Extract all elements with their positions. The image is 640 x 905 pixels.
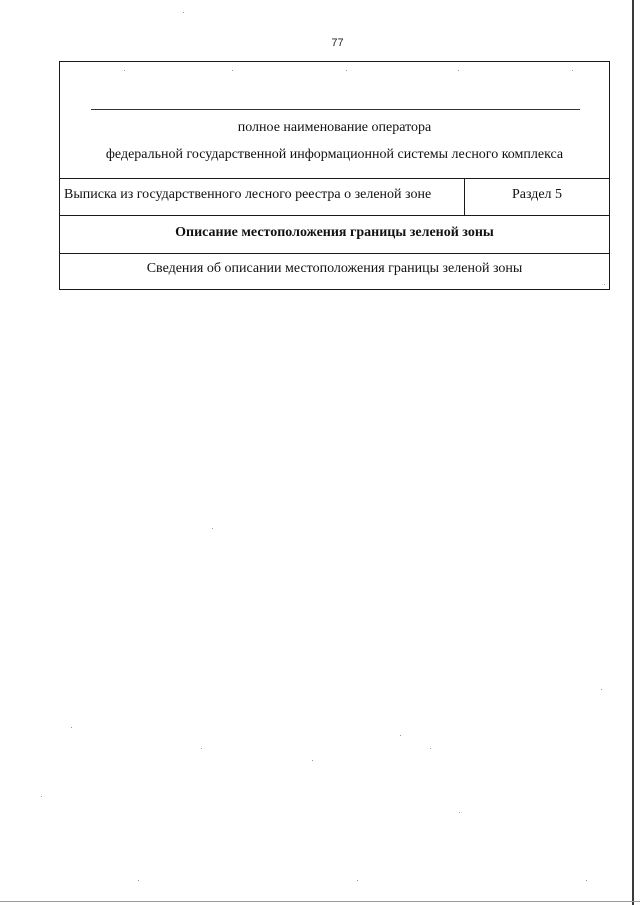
- scan-speck: [124, 70, 125, 71]
- scan-speck: [212, 528, 213, 529]
- scan-speck: [357, 880, 358, 881]
- extract-form-table: [59, 61, 610, 290]
- extract-title-row: [60, 179, 609, 216]
- scan-speck: [572, 70, 573, 71]
- scan-speck: [459, 812, 460, 813]
- section-label: Раздел 5: [511, 187, 563, 202]
- page-edge-right: [632, 0, 634, 905]
- scan-speck: [201, 748, 202, 749]
- scan-speck: [138, 880, 139, 881]
- scan-speck: [41, 796, 42, 797]
- operator-header-cell: [60, 62, 609, 179]
- scan-speck: [430, 748, 431, 749]
- scan-speck: [601, 689, 602, 690]
- operator-label-line2: федеральной государственной информационной системы лесного комплекса: [105, 147, 564, 162]
- scan-speck: [458, 70, 459, 71]
- description-info-row: [60, 254, 609, 289]
- scan-speck: [312, 760, 313, 761]
- scan-speck: [604, 284, 605, 285]
- scan-speck: [346, 70, 347, 71]
- description-heading-row: [60, 216, 609, 254]
- extract-title: Выписка из государственного лесного реестра о зеленой зоне: [64, 187, 432, 202]
- scan-speck: [71, 727, 72, 728]
- operator-name-line: [91, 109, 580, 110]
- scan-speck: [183, 12, 184, 13]
- page-number: 77: [331, 37, 344, 49]
- operator-label-line1: полное наименование оператора: [237, 120, 432, 135]
- scan-speck: [232, 70, 233, 71]
- description-heading: Описание местоположения границы зеленой зоны: [175, 225, 494, 240]
- scan-speck: [400, 735, 401, 736]
- description-info: Сведения об описании местоположения границы зеленой зоны: [146, 261, 523, 276]
- page-edge-bottom: [0, 901, 640, 902]
- scan-speck: [586, 880, 587, 881]
